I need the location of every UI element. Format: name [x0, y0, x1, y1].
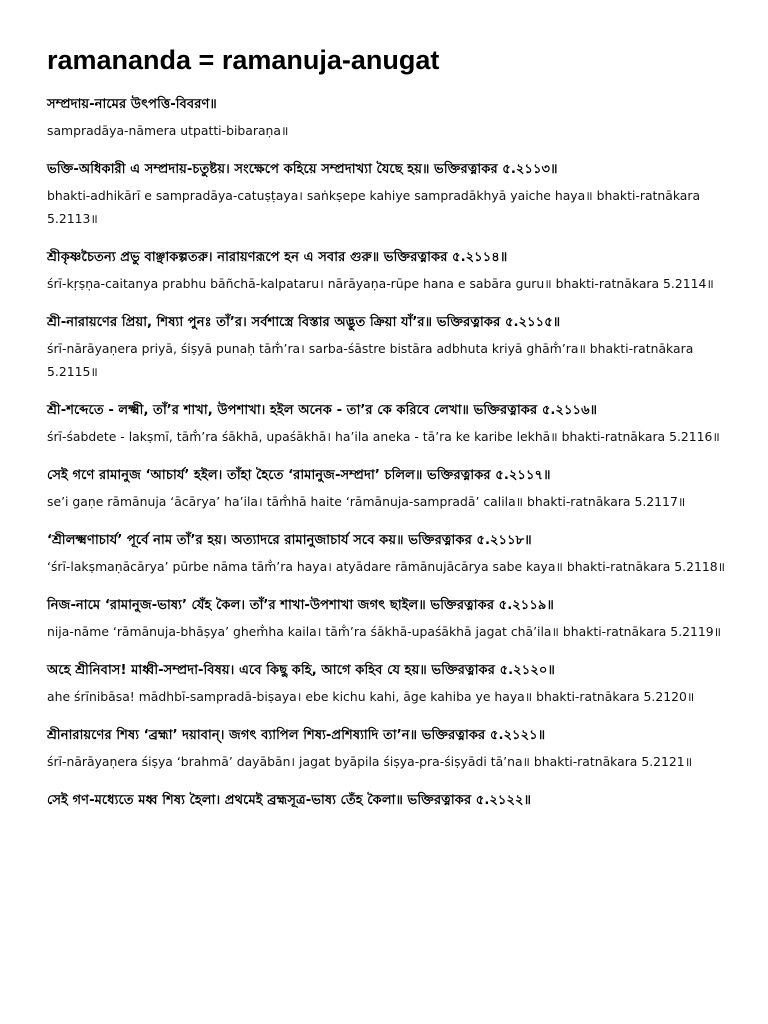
verse-block — [47, 465, 737, 513]
bengali-line: শ্রী-নারায়ণের প্রিয়া, শিষ্যা পুনঃ তাঁ’র। সর্বশাস্ত্রে বিস্তার অদ্ভুত ক্রিয়া যাঁ’র॥ ভক্তিরত্নাকর ৫.২১১৫॥ — [47, 315, 561, 330]
transliteration-line: ‘śrī-lakṣmaṇācārya’ pūrbe nāma tām̐’ra haya। atyādare rāmānujācārya sabe kaya॥ bhakti-ratnākara 5.2118॥ — [47, 559, 726, 574]
transliteration-line: nija-nāme ‘rāmānuja-bhāṣya’ ghem̐ha kaila। tām̐’ra śākhā-upaśākhā jagat chā’ila॥ bhakti-ratnākara 5.2119॥ — [47, 624, 722, 639]
bengali-line: ‘শ্রীলক্ষ্মণাচার্য’ পূর্বে নাম তাঁ’র হয়। অত্যাদরে রামানুজাচার্য সবে কয়॥ ভক্তিরত্নাকর ৫.২১১৮॥ — [47, 533, 532, 548]
bengali-line: শ্রীনারায়ণের শিষ্য ‘ব্রহ্মা’ দয়াবান্। জগৎ ব্যাপিল শিষ্য-প্রশিষ্যাদি তা’ন॥ ভক্তিরত্নাকর ৫.২১২১॥ — [47, 728, 546, 743]
verse-block — [47, 400, 737, 448]
verse-block — [47, 725, 737, 773]
bengali-line: সেই গণ-মধ্যেতে মধ্ব শিষ্য হৈলা। প্রথমেই ব্রহ্মসূত্র-ভাষ্য তেঁহ কৈলা॥ ভক্তিরত্নাকর ৫.২১২২॥ — [47, 793, 532, 808]
document-page — [47, 40, 737, 829]
transliteration-line: śrī-nārāyaṇera śiṣya ‘brahmā’ dayābān। jagat byāpila śiṣya-pra-śiṣyādi tā’na॥ bhakti-ratnākara 5.2121॥ — [47, 754, 693, 769]
bengali-line: শ্রীকৃষ্ণচৈতন্য প্রভু বাঞ্ছাকল্পতরু। নারায়ণরূপে হন এ সবার গুরু॥ ভক্তিরত্নাকর ৫.২১১৪॥ — [47, 250, 508, 265]
transliteration-line: śrī-śabdete - lakṣmī, tām̐’ra śākhā, upaśākhā। ha’ila aneka - tā’ra ke karibe lekhā॥ bhakti-ratnākara 5.2116॥ — [47, 429, 720, 444]
verse-block — [47, 247, 737, 295]
bengali-line: শ্রী-শব্দেতে - লক্ষ্মী, তাঁ’র শাখা, উপশাখা। হইল অনেক - তা’র কে করিবে লেখা॥ ভক্তিরত্নাকর ৫.২১১৬॥ — [47, 403, 598, 418]
bengali-line: নিজ-নামে ‘রামানুজ-ভাষ্য’ যেঁহ কৈল। তাঁ’র শাখা-উপশাখা জগৎ ছাইল॥ ভক্তিরত্নাকর ৫.২১১৯॥ — [47, 598, 554, 613]
verse-block — [47, 312, 737, 383]
verse-block — [47, 94, 737, 142]
verse-block — [47, 660, 737, 708]
transliteration-line: śrī-nārāyaṇera priyā, śiṣyā punaḥ tām̐’ra। sarba-śāstre bistāra adbhuta kriyā ghām̐’ra॥ bhakti-ratnākara 5.2115॥ — [47, 341, 694, 379]
transliteration-line: sampradāya-nāmera utpatti-bibaraṇa॥ — [47, 123, 289, 138]
verse-block — [47, 530, 737, 578]
bengali-line: সেই গণে রামানুজ ‘আচার্য’ হইল। তাঁহা হৈতে ‘রামানুজ-সম্প্রদা’ চলিল॥ ভক্তিরত্নাকর ৫.২১১৭॥ — [47, 468, 551, 483]
transliteration-line: bhakti-adhikārī e sampradāya-catuṣṭaya। saṅkṣepe kahiye sampradākhyā yaiche haya॥ bhakti-ratnākara 5.2113॥ — [47, 188, 701, 226]
bengali-line: অহে শ্রীনিবাস! মাধ্বী-সম্প্রদা-বিষয়। এবে কিছু কহি, আগে কহিব যে হয়॥ ভক্তিরত্নাকর ৫.২১২০॥ — [47, 663, 555, 678]
bengali-line: ভক্তি-অধিকারী এ সম্প্রদায়-চতুষ্টয়। সংক্ষেপে কহিয়ে সম্প্রদাখ্যা যৈছে হয়॥ ভক্তিরত্নাকর ৫.২১১৩॥ — [47, 162, 558, 177]
verse-block — [47, 159, 737, 230]
transliteration-line: ahe śrīnibāsa! mādhbī-sampradā-biṣaya। ebe kichu kahi, āge kahiba ye haya॥ bhakti-ratnākara 5.2120॥ — [47, 689, 695, 704]
transliteration-line: se’i gaṇe rāmānuja ‘ācārya’ ha’ila। tām̐hā haite ‘rāmānuja-sampradā’ calila॥ bhakti-ratnākara 5.2117॥ — [47, 494, 686, 509]
transliteration-line: śrī-kṛṣṇa-caitanya prabhu bāñchā-kalpataru। nārāyaṇa-rūpe hana e sabāra guru॥ bhakti-ratnākara 5.2114॥ — [47, 276, 714, 291]
verse-block — [47, 790, 737, 812]
bengali-line: সম্প্রদায়-নামের উৎপত্তি-বিবরণ॥ — [47, 97, 217, 112]
page-title: ramananda = ramanuja-anugat — [47, 45, 440, 75]
verse-block — [47, 595, 737, 643]
